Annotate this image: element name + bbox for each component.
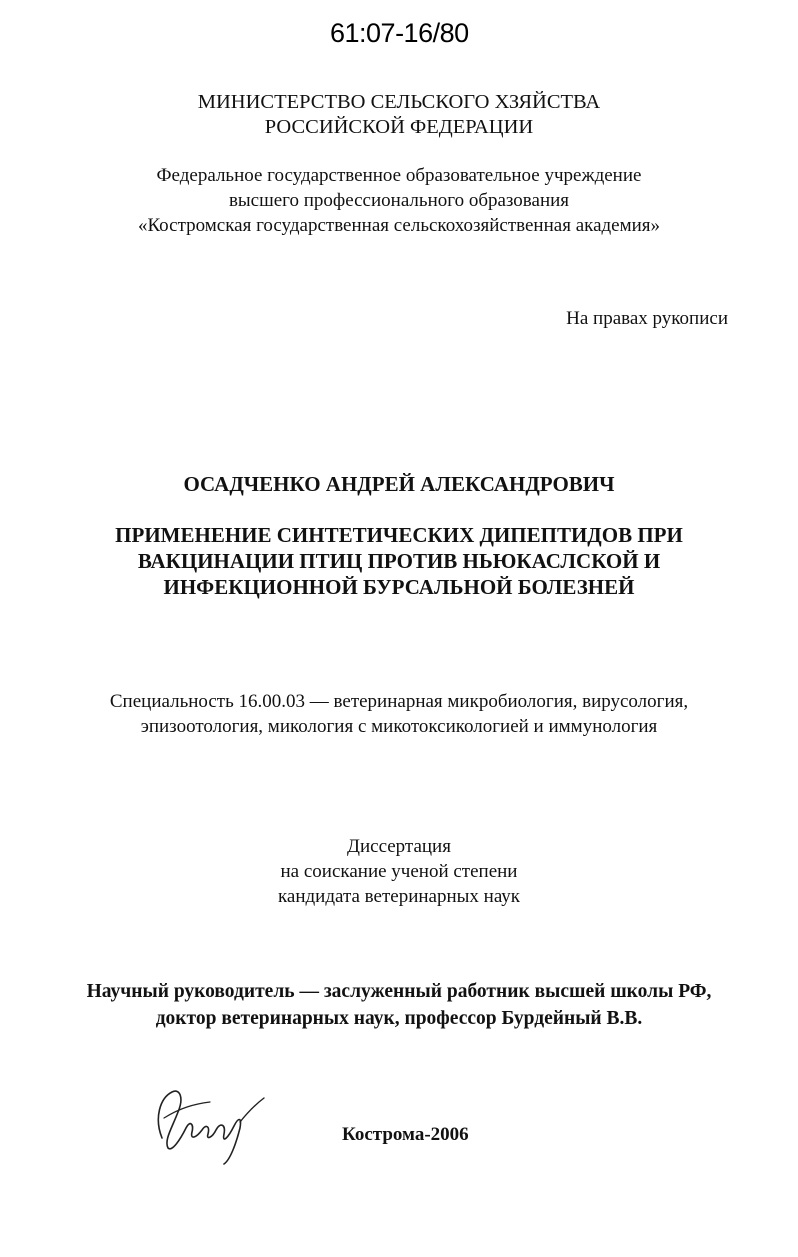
supervisor-line-2: доктор ветеринарных наук, профессор Бурдейный В.В. <box>155 1008 643 1029</box>
handwritten-signature <box>150 1078 270 1168</box>
specialty-line-2: эпизоотология, микология с микотоксикологией и иммунология <box>140 716 658 737</box>
supervisor-line-1: Научный руководитель — заслуженный работник высшей школы РФ, <box>86 981 712 1002</box>
institution-line-2: высшего профессионального образования <box>228 190 570 211</box>
institution-line-1: Федеральное государственное образовательное учреждение <box>156 165 642 186</box>
dissertation-type-line-3: кандидата ветеринарных наук <box>277 886 521 907</box>
dissertation-type-line-1: Диссертация <box>347 836 451 857</box>
specialty-line-1: Специальность 16.00.03 — ветеринарная микробиология, вирусология, <box>109 691 689 712</box>
dissertation-title-line-3: ИНФЕКЦИОННОЙ БУРСАЛЬНОЙ БОЛЕЗНЕЙ <box>163 575 635 599</box>
ministry-line-1: МИНИСТЕРСТВО СЕЛЬСКОГО ХЗЯЙСТВА <box>197 91 601 113</box>
dissertation-type-line-2: на соискание ученой степени <box>280 861 518 882</box>
manuscript-rights: На правах рукописи <box>566 308 728 329</box>
library-code: 61:07-16/80 <box>330 18 469 48</box>
dissertation-title-line-2: ВАКЦИНАЦИИ ПТИЦ ПРОТИВ НЬЮКАСЛСКОЙ И <box>137 549 661 573</box>
institution-line-3: «Костромская государственная сельскохозяйственная академия» <box>137 215 661 236</box>
dissertation-title-line-1: ПРИМЕНЕНИЕ СИНТЕТИЧЕСКИХ ДИПЕПТИДОВ ПРИ <box>115 523 683 547</box>
author-name: ОСАДЧЕНКО АНДРЕЙ АЛЕКСАНДРОВИЧ <box>183 472 615 496</box>
ministry-line-2: РОССИЙСКОЙ ФЕДЕРАЦИИ <box>264 116 534 138</box>
city-year: Кострома-2006 <box>342 1124 469 1145</box>
